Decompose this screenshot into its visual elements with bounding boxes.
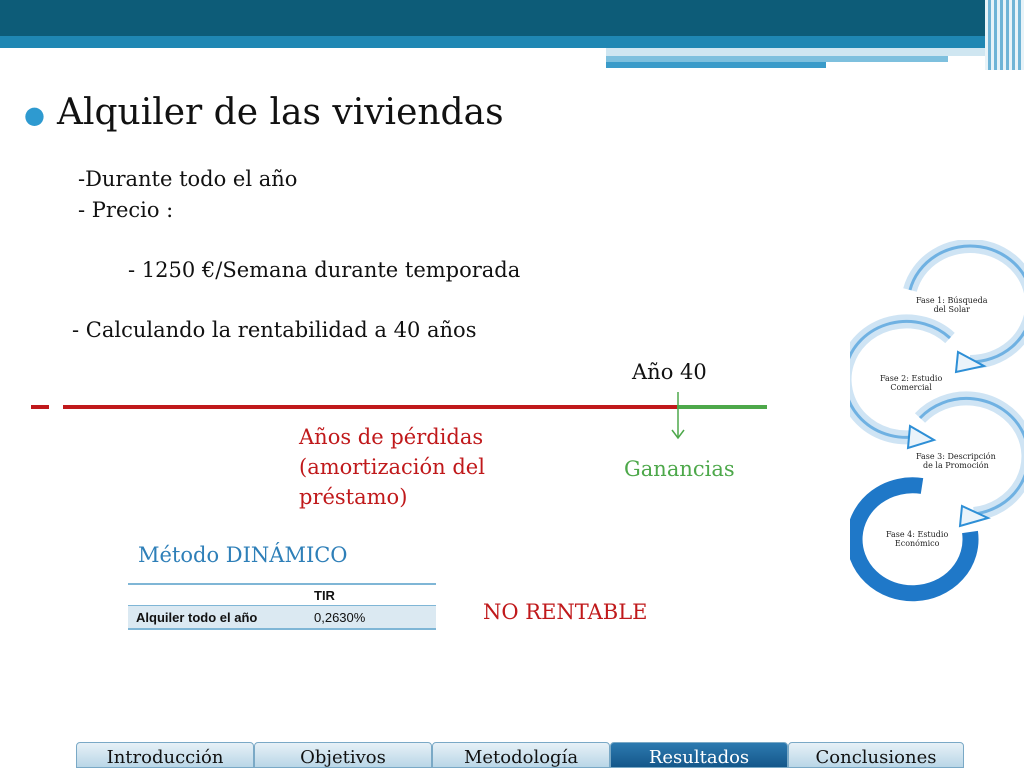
table-row — [128, 606, 436, 630]
bottom-nav — [76, 742, 966, 768]
losses-label: préstamo) — [299, 485, 408, 509]
method-label: Método DINÁMICO — [138, 543, 348, 567]
gain-bar — [677, 405, 767, 409]
losses-label: Años de pérdidas — [299, 425, 484, 449]
loss-bar — [63, 405, 677, 409]
losses-label: (amortización del — [299, 455, 485, 479]
nav-tab-objetivos[interactable]: Objetivos — [254, 742, 432, 768]
arrow-down-icon — [670, 392, 686, 442]
table-cell: Alquiler todo el año — [136, 609, 258, 625]
phase-4-label: Fase 4: Estudio Económico — [886, 530, 949, 548]
slide-title — [24, 92, 504, 133]
phase-2-label: Fase 2: Estudio Comercial — [880, 374, 943, 392]
header-band-light — [606, 62, 826, 68]
text-line: - Precio : — [78, 198, 174, 222]
header-band-light — [606, 48, 1024, 56]
slide-title-text: Alquiler de las viviendas — [56, 92, 504, 133]
loss-bar-segment — [31, 405, 49, 409]
text-line: -Durante todo el año — [78, 167, 298, 191]
nav-tab-metodologia[interactable]: Metodología — [432, 742, 610, 768]
header-band-dark — [0, 0, 1024, 36]
year-label: Año 40 — [632, 360, 707, 384]
tir-table — [128, 583, 436, 630]
table-header-cell: TIR — [314, 587, 335, 603]
phase-1-label: Fase 1: Búsqueda del Solar — [916, 296, 988, 314]
table-cell: 0,2630% — [314, 609, 366, 625]
text-line: - Calculando la rentabilidad a 40 años — [72, 318, 477, 342]
phase-3-label: Fase 3: Descripción de la Promoción — [916, 452, 996, 470]
nav-tab-conclusiones[interactable]: Conclusiones — [788, 742, 964, 768]
table-header-row — [128, 583, 436, 606]
gains-label: Ganancias — [624, 457, 735, 481]
verdict-label: NO RENTABLE — [483, 600, 648, 624]
nav-tab-resultados[interactable]: Resultados — [610, 742, 788, 768]
header-stripes — [985, 0, 1024, 70]
nav-tab-introduccion[interactable]: Introducción — [76, 742, 254, 768]
phase-cycle-diagram — [850, 240, 1024, 602]
bullet-icon: ● — [24, 101, 45, 129]
text-line: - 1250 €/Semana durante temporada — [128, 258, 521, 282]
header-band-mid — [0, 36, 1024, 48]
